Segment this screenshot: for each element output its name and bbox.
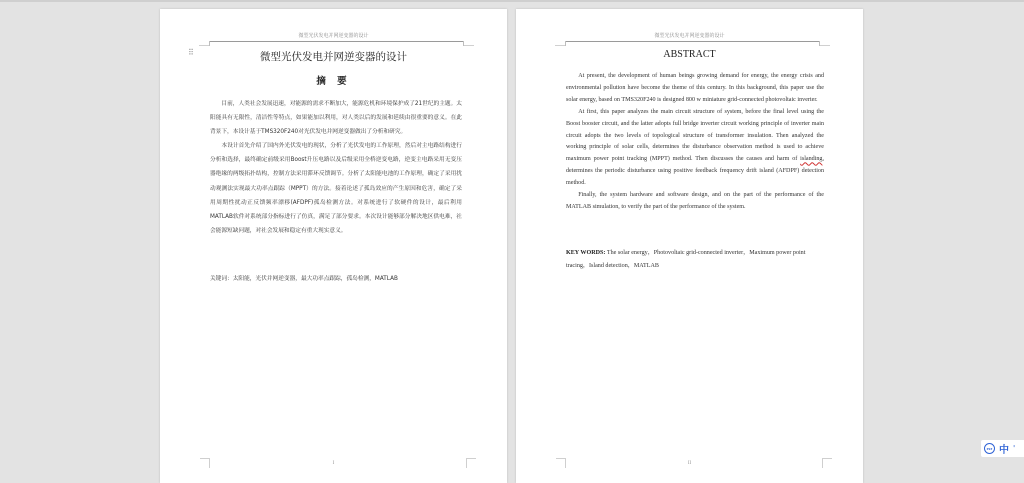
document-title: 微型光伏发电并网逆变器的设计 (260, 51, 407, 63)
page-number: II (687, 461, 692, 466)
ime-language-toggle[interactable]: 中 (999, 445, 1009, 456)
abstract-body-en (566, 71, 824, 214)
page-header-text: 微型光伏发电并网逆变器的设计 (298, 33, 369, 39)
paragraph: Finally, the system hardware and software design, and on the part of the performance of the MATLAB simulation, to verify the part of the performance of the system. (566, 192, 824, 210)
document-page-2[interactable] (516, 9, 863, 483)
margin-mark-top-left (555, 45, 565, 46)
margin-mark-top-left (199, 45, 209, 46)
paragraph: At first, this paper analyzes the main circuit structure of system, before the final level using the Boost booster circuit, and the latter adopts full bridge inverter circuit working principle of inverter main circuit adopts the two levels of topological structure of transformer insulation. Then analyzed the working principle of solar cells, determines the disturbance observation method is used to achieve maximum power point tracking (MPPT) method. Then discusses the causes and harm of islanding, determines the periodic disturbance using positive feedback frequency drift island (AFDPF) detection method. (566, 108, 824, 187)
keywords-label: KEY WORDS: (566, 250, 606, 256)
abstract-heading-cn: 摘 要 (316, 76, 351, 87)
drag-handle-icon[interactable]: ⠿ (188, 48, 195, 57)
margin-mark-top-right (464, 45, 474, 46)
spellcheck-flagged-word[interactable]: islanding (800, 156, 823, 163)
abstract-heading-en: ABSTRACT (663, 49, 716, 60)
header-rule (209, 41, 464, 42)
page-header-text: 微型光伏发电并网逆变器的设计 (654, 33, 725, 39)
margin-mark-top-right (820, 45, 830, 46)
ime-punctuation-icon[interactable]: ' (1013, 444, 1016, 453)
page-number: I (332, 461, 335, 466)
abstract-body-cn (210, 97, 462, 238)
document-page-1[interactable] (160, 9, 507, 483)
paragraph: 本设计首先介绍了国内外光伏发电的现状，分析了光伏发电的工作原理，然后对主电路结构进行分析和选择，最终确定前级采用Boost升压电路以及后级采用全桥逆变电路，逆变主电路采用无变压器绝缘的两级拓扑结构，控制方法采用滞环反馈调节。分析了太阳能电池的工作原理，确定了采用扰动观测法实现最大功率点跟踪（MPPT）的方法。接着论述了孤岛效应的产生原因和危害，确定了采用周期性扰动正反馈频率漂移(AFDPF)孤岛检测方法。对系统进行了软硬件的设计，最后利用MATLAB软件对系统部分指标进行了仿真，满足了部分要求。本次设计能够部分解决地区供电难，社会能源短缺问题，对社会发展和稳定有重大现实意义。 (210, 143, 462, 234)
keywords-en: KEY WORDS: The solar energy，Photovoltaic grid-connected inverter，Maximum power point tracing，Island detection，MATLAB (566, 250, 806, 269)
ime-toolbar[interactable] (981, 440, 1024, 457)
header-rule (565, 41, 820, 42)
keywords-cn: 关键词：太阳能，光伏并网逆变器，最大功率点跟踪，孤岛检测，MATLAB (210, 276, 398, 282)
ime-logo-icon[interactable]: PLT (984, 443, 995, 454)
paragraph: 目前，人类社会发展迅速，对能源的需求不断加大，能源危机和环境保护成了21世纪的主题。太阳能具有无限性，清洁性等特点，如果能加以利用，对人类以后的发展和延续由很重要的意义。在此背景下，本设计基于TMS320F240对光伏发电并网逆变器做出了分析和研究。 (210, 101, 462, 136)
toolbar-shadow (0, 0, 1024, 2)
paragraph: At present, the development of human beings growing demand for energy, the energy crisis and environmental pollution have become the theme of this century. In this background, this paper use the solar energy, based on TMS320F240 is designed 800 w miniature grid-connected photovoltaic inverter. (566, 73, 824, 103)
